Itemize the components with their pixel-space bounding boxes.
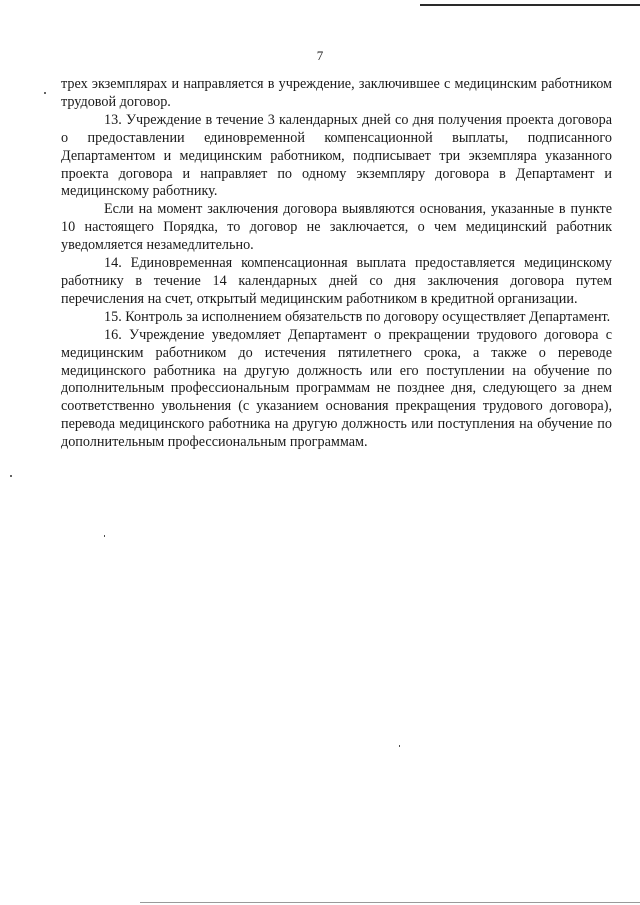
scan-edge-top <box>420 4 640 6</box>
scan-speck <box>399 745 400 747</box>
scan-speck <box>10 475 12 477</box>
paragraph-15: 15. Контроль за исполнением обязательств по договору осуществляет Департамент. <box>104 308 611 325</box>
paragraph-13: 13. Учреждение в течение 3 календарных дней со дня получения проекта договора о предоставлении единовременной компенсационной выплаты, подписанного Департаментом и медицинским работником, подписывает три экземпляра указанного проекта договора и направляет по одному экземпляру договора в Департамент и медицинскому работнику. <box>61 111 612 200</box>
scan-speck <box>104 535 105 537</box>
scan-speck <box>44 92 46 94</box>
paragraph-13-note: Если на момент заключения договора выявляются основания, указанные в пункте 10 настоящего Порядка, то договор не заключается, о чем медицинский работник уведомляется незамедлительно. <box>61 201 612 254</box>
document-body <box>61 76 612 452</box>
paragraph-16: 16. Учреждение уведомляет Департамент о прекращении трудового договора с медицинским работником до истечения пятилетнего срока, а также о переводе медицинского работника на другую должность или его поступлении на обучение по дополнительным профессиональным программам не позднее дня, следующего за днем соответственно увольнения (с указанием основания прекращения трудового договора), перевода медицинского работника на другую должность или поступления на обучение по дополнительным профессиональным программам. <box>61 326 612 451</box>
paragraph-continuation: трех экземплярах и направляется в учреждение, заключившее с медицинским работником трудовой договор. <box>61 76 612 110</box>
scan-edge-bottom <box>140 902 640 903</box>
paragraph-14: 14. Единовременная компенсационная выплата предоставляется медицинскому работнику в течение 14 календарных дней со дня заключения договора путем перечисления на счет, открытый медицинским работником в кредитной организации. <box>61 255 612 307</box>
page-number: 7 <box>316 48 324 63</box>
